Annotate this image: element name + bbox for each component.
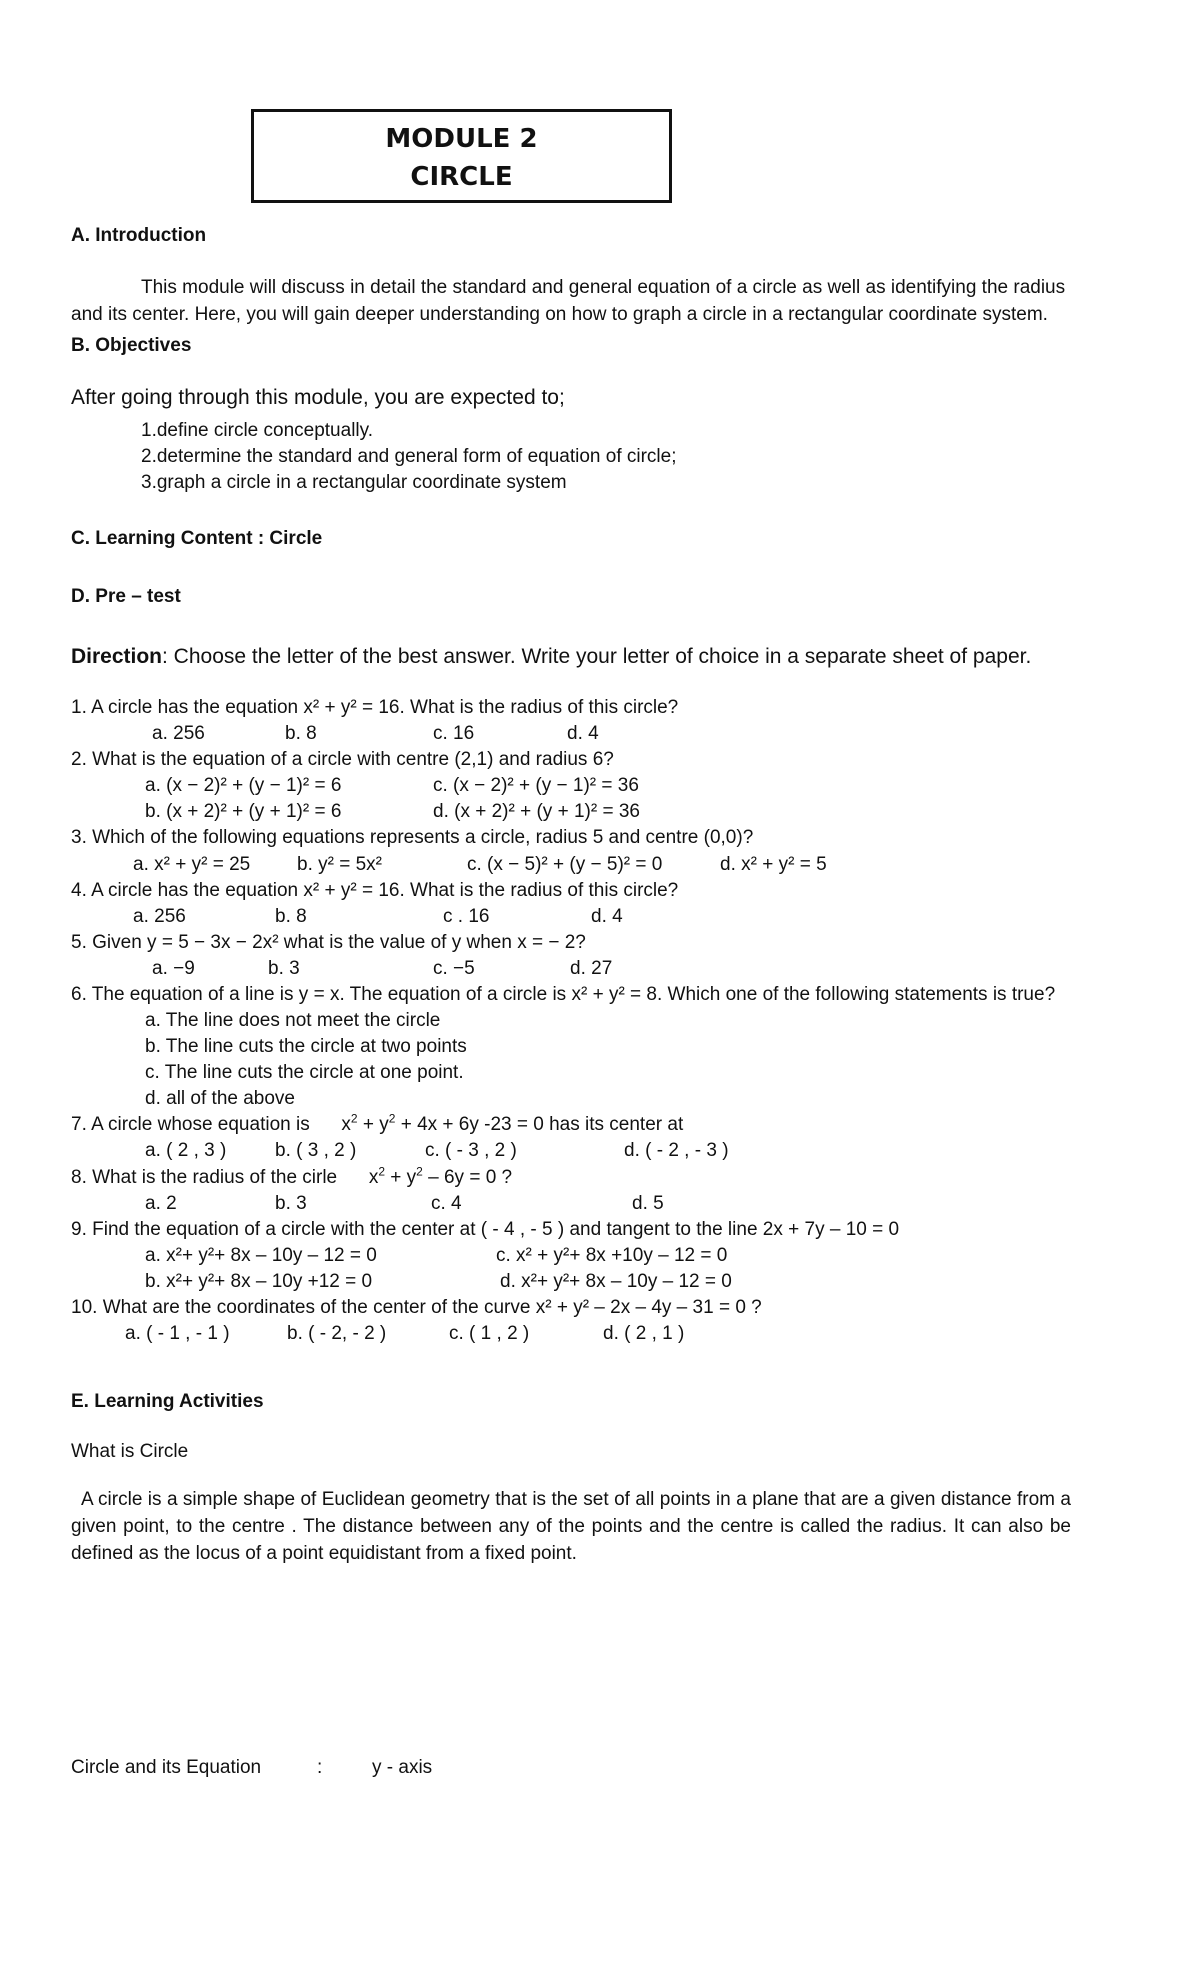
choice: d. 4 [591,906,623,927]
choice: d. x²+ y²+ 8x – 10y – 12 = 0 [500,1271,732,1292]
module-number: MODULE 2 [385,124,538,154]
question-7 [71,1111,684,1136]
q8-y: + y [385,1167,417,1188]
q7-y: + y [357,1114,389,1135]
question-1: 1. A circle has the equation x² + y² = 16. What is the radius of this circle? [71,697,679,718]
q7-tail: + 4x + 6y -23 = 0 has its center at [395,1114,684,1135]
choice: b. 3 [268,958,300,979]
choice: a. 2 [145,1193,177,1214]
objective-item: 3.graph a circle in a rectangular coordinate system [141,472,567,493]
colon: : [317,1757,323,1778]
circle-definition-paragraph: A circle is a simple shape of Euclidean geometry that is the set of all points in a plane that are a given distance from a given point, to the centre . The distance between any of the points and the centre is called the radius. It can also be defined as the locus of a point equidistant from a fixed point. [71,1489,1071,1564]
question-2: 2. What is the equation of a circle with centre (2,1) and radius 6? [71,749,614,770]
choice: d. all of the above [145,1088,295,1109]
question-10: 10. What are the coordinates of the center of the curve x² + y² – 2x – 4y – 31 = 0 ? [71,1297,762,1318]
choice: a. 256 [133,906,186,927]
choice: d. ( 2 , 1 ) [603,1323,685,1344]
choice: d. 27 [570,958,613,979]
intro-line-2: and its center. Here, you will gain deeper understanding on how to graph a circle in a rectangular coordinate system. [71,304,1048,325]
exponent: 2 [378,1164,385,1179]
choice: b. 3 [275,1193,307,1214]
direction-body: : Choose the letter of the best answer. Write your letter of choice in a separate sheet of paper. [162,645,1032,668]
q8-x: x [368,1167,379,1188]
exponent: 2 [416,1164,423,1179]
module-topic: CIRCLE [410,162,513,192]
choice: b. The line cuts the circle at two points [145,1036,467,1057]
section-c-heading: C. Learning Content : Circle [71,528,323,549]
direction-label: Direction [71,645,163,668]
what-is-circle-heading: What is Circle [71,1441,189,1462]
choice: c. The line cuts the circle at one point. [145,1062,464,1083]
choice: b. 8 [275,906,307,927]
choice: b. x²+ y²+ 8x – 10y +12 = 0 [145,1271,373,1292]
question-5: 5. Given y = 5 − 3x − 2x² what is the value of y when x = − 2? [71,932,586,953]
q8-tail: – 6y = 0 ? [422,1167,513,1188]
intro-line-1: This module will discuss in detail the standard and general equation of a circle as well as identifying the radius [141,277,1066,298]
question-3: 3. Which of the following equations represents a circle, radius 5 and centre (0,0)? [71,827,754,848]
choice: c. x² + y²+ 8x +10y – 12 = 0 [496,1245,728,1266]
choice: a. x²+ y²+ 8x – 10y – 12 = 0 [145,1245,377,1266]
section-e-heading: E. Learning Activities [71,1391,264,1412]
q7-x: x [341,1114,351,1135]
choice: a. ( 2 , 3 ) [145,1140,227,1161]
choice: d. (x + 2)² + (y + 1)² = 36 [433,801,640,822]
y-axis-label: y - axis [372,1757,433,1778]
section-b-heading: B. Objectives [71,335,192,356]
q8-lead: 8. What is the radius of the cirle [71,1167,338,1188]
choice: b. ( 3 , 2 ) [275,1140,357,1161]
circle-equation-label: Circle and its Equation [71,1757,262,1778]
choice: a. −9 [152,958,195,979]
choice: c. 16 [433,723,475,744]
section-d-heading: D. Pre – test [71,586,181,607]
choice: c. ( 1 , 2 ) [449,1323,530,1344]
choice: a. (x − 2)² + (y − 1)² = 6 [145,775,342,796]
choice: c. (x − 5)² + (y − 5)² = 0 [467,854,663,875]
choice: d. ( - 2 , - 3 ) [624,1140,729,1161]
module-title-box [251,109,672,203]
exponent: 2 [350,1111,358,1126]
choice: b. y² = 5x² [297,854,382,875]
question-8 [71,1164,513,1189]
question-4: 4. A circle has the equation x² + y² = 16. What is the radius of this circle? [71,880,679,901]
objectives-lead: After going through this module, you are expected to; [71,386,565,409]
choice: d. 4 [567,723,599,744]
choice: b. ( - 2, - 2 ) [287,1323,387,1344]
direction-text [71,645,1031,669]
question-9: 9. Find the equation of a circle with the center at ( - 4 , - 5 ) and tangent to the line 2x + 7y – 10 = 0 [71,1219,900,1240]
choice: b. (x + 2)² + (y + 1)² = 6 [145,801,342,822]
choice: c . 16 [443,906,490,927]
choice: a. 256 [152,723,205,744]
choice: d. 5 [632,1193,664,1214]
choice: a. ( - 1 , - 1 ) [125,1323,230,1344]
choice: c. (x − 2)² + (y − 1)² = 36 [433,775,639,796]
q7-lead: 7. A circle whose equation is [71,1114,310,1135]
choice: a. The line does not meet the circle [145,1010,441,1031]
section-a-heading: A. Introduction [71,225,207,246]
choice: c. −5 [433,958,475,979]
objective-item: 1.define circle conceptually. [141,420,373,441]
choice: b. 8 [285,723,317,744]
exponent: 2 [388,1111,396,1126]
choice: a. x² + y² = 25 [133,854,251,875]
choice: c. ( - 3 , 2 ) [425,1140,517,1161]
objective-item: 2.determine the standard and general form of equation of circle; [141,446,677,467]
choice: d. x² + y² = 5 [720,854,827,875]
question-6: 6. The equation of a line is y = x. The equation of a circle is x² + y² = 8. Which one of the following statements is true? [71,984,1056,1005]
choice: c. 4 [431,1193,462,1214]
